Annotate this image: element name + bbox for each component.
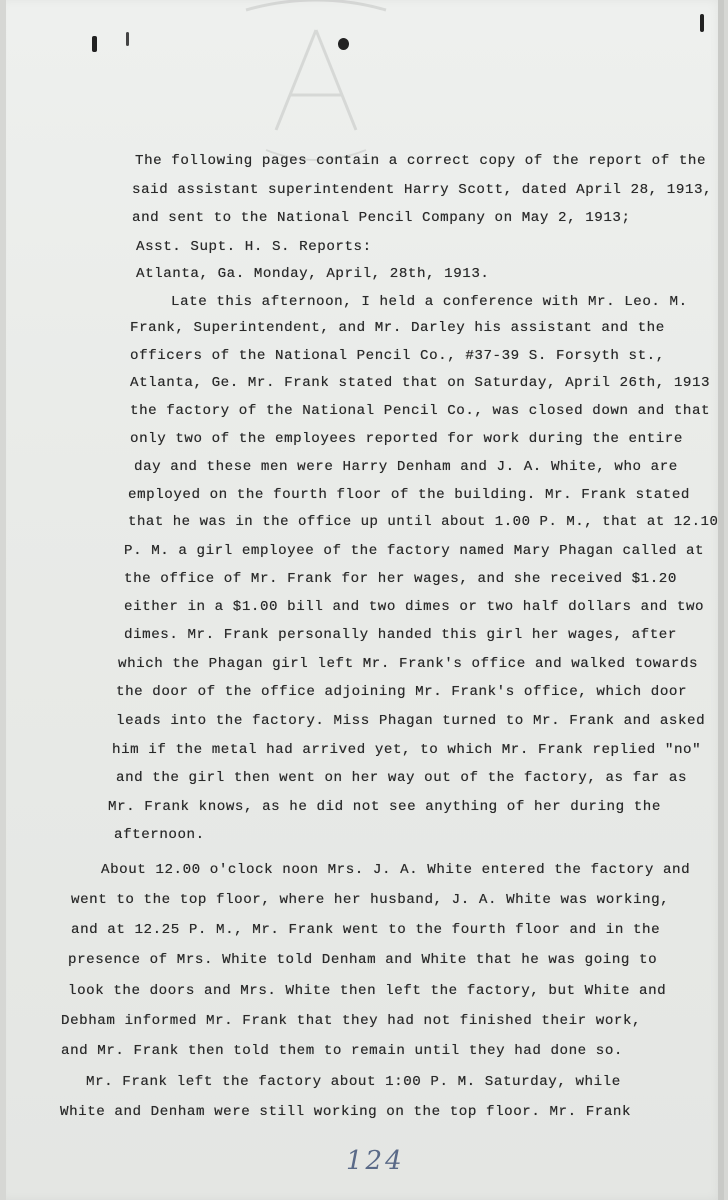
punch-mark-left: [92, 36, 97, 52]
text-line: either in a $1.00 bill and two dimes or two half dollars and two: [124, 599, 705, 615]
text-line: said assistant superintendent Harry Scott, dated April 28, 1913,: [132, 182, 713, 198]
text-line: White and Denham were still working on the top floor. Mr. Frank: [60, 1104, 632, 1120]
text-line: Mr. Frank left the factory about 1:00 P. M. Saturday, while: [86, 1074, 621, 1090]
text-line: and sent to the National Pencil Company on May 2, 1913;: [132, 210, 631, 226]
text-line: P. M. a girl employee of the factory named Mary Phagan called at: [124, 543, 705, 559]
text-line: employed on the fourth floor of the building. Mr. Frank stated: [128, 487, 690, 503]
text-line: which the Phagan girl left Mr. Frank's office and walked towards: [118, 656, 699, 672]
text-line: Asst. Supt. H. S. Reports:: [136, 239, 372, 255]
text-line: went to the top floor, where her husband, J. A. White was working,: [71, 892, 670, 908]
punch-mark-left-2: [126, 32, 129, 46]
text-line: Late this afternoon, I held a conference with Mr. Leo. M.: [171, 294, 688, 310]
text-line: that he was in the office up until about 1.00 P. M., that at 12.10: [128, 514, 719, 530]
text-line: and the girl then went on her way out of the factory, as far as: [116, 770, 688, 786]
text-line: and at 12.25 P. M., Mr. Frank went to the fourth floor and in the: [71, 922, 661, 938]
punch-mark-right: [700, 14, 704, 32]
document-page: [6, 0, 724, 1200]
text-line: presence of Mrs. White told Denham and White that he was going to: [68, 952, 658, 968]
text-line: leads into the factory. Miss Phagan turned to Mr. Frank and asked: [116, 713, 706, 729]
page-edge-shadow: [718, 0, 724, 1200]
text-line: The following pages contain a correct copy of the report of the: [135, 153, 707, 169]
text-line: About 12.00 o'clock noon Mrs. J. A. White entered the factory and: [101, 862, 691, 878]
page-number-handwritten: 124: [346, 1146, 405, 1176]
text-line: Frank, Superintendent, and Mr. Darley his assistant and the: [130, 320, 665, 336]
text-line: the door of the office adjoining Mr. Frank's office, which door: [116, 684, 688, 700]
text-line: Atlanta, Ge. Mr. Frank stated that on Saturday, April 26th, 1913: [130, 375, 711, 391]
text-line: him if the metal had arrived yet, to which Mr. Frank replied "no": [112, 742, 702, 758]
text-line: dimes. Mr. Frank personally handed this girl her wages, after: [124, 627, 677, 643]
text-line: afternoon.: [114, 827, 205, 843]
text-line: the office of Mr. Frank for her wages, and she received $1.20: [124, 571, 677, 587]
text-line: day and these men were Harry Denham and J. A. White, who are: [134, 459, 678, 475]
text-line: and Mr. Frank then told them to remain until they had done so.: [61, 1043, 623, 1059]
letterhead-watermark: [206, 0, 426, 170]
text-line: Atlanta, Ga. Monday, April, 28th, 1913.: [136, 266, 490, 282]
text-line: officers of the National Pencil Co., #37-39 S. Forsyth st.,: [130, 348, 665, 364]
text-line: the factory of the National Pencil Co., was closed down and that: [130, 403, 711, 419]
text-line: only two of the employees reported for work during the entire: [130, 431, 683, 447]
text-line: look the doors and Mrs. White then left the factory, but White and: [68, 983, 667, 999]
text-line: Mr. Frank knows, as he did not see anything of her during the: [108, 799, 661, 815]
text-line: Debham informed Mr. Frank that they had not finished their work,: [61, 1013, 642, 1029]
punch-mark-center: [338, 38, 349, 50]
